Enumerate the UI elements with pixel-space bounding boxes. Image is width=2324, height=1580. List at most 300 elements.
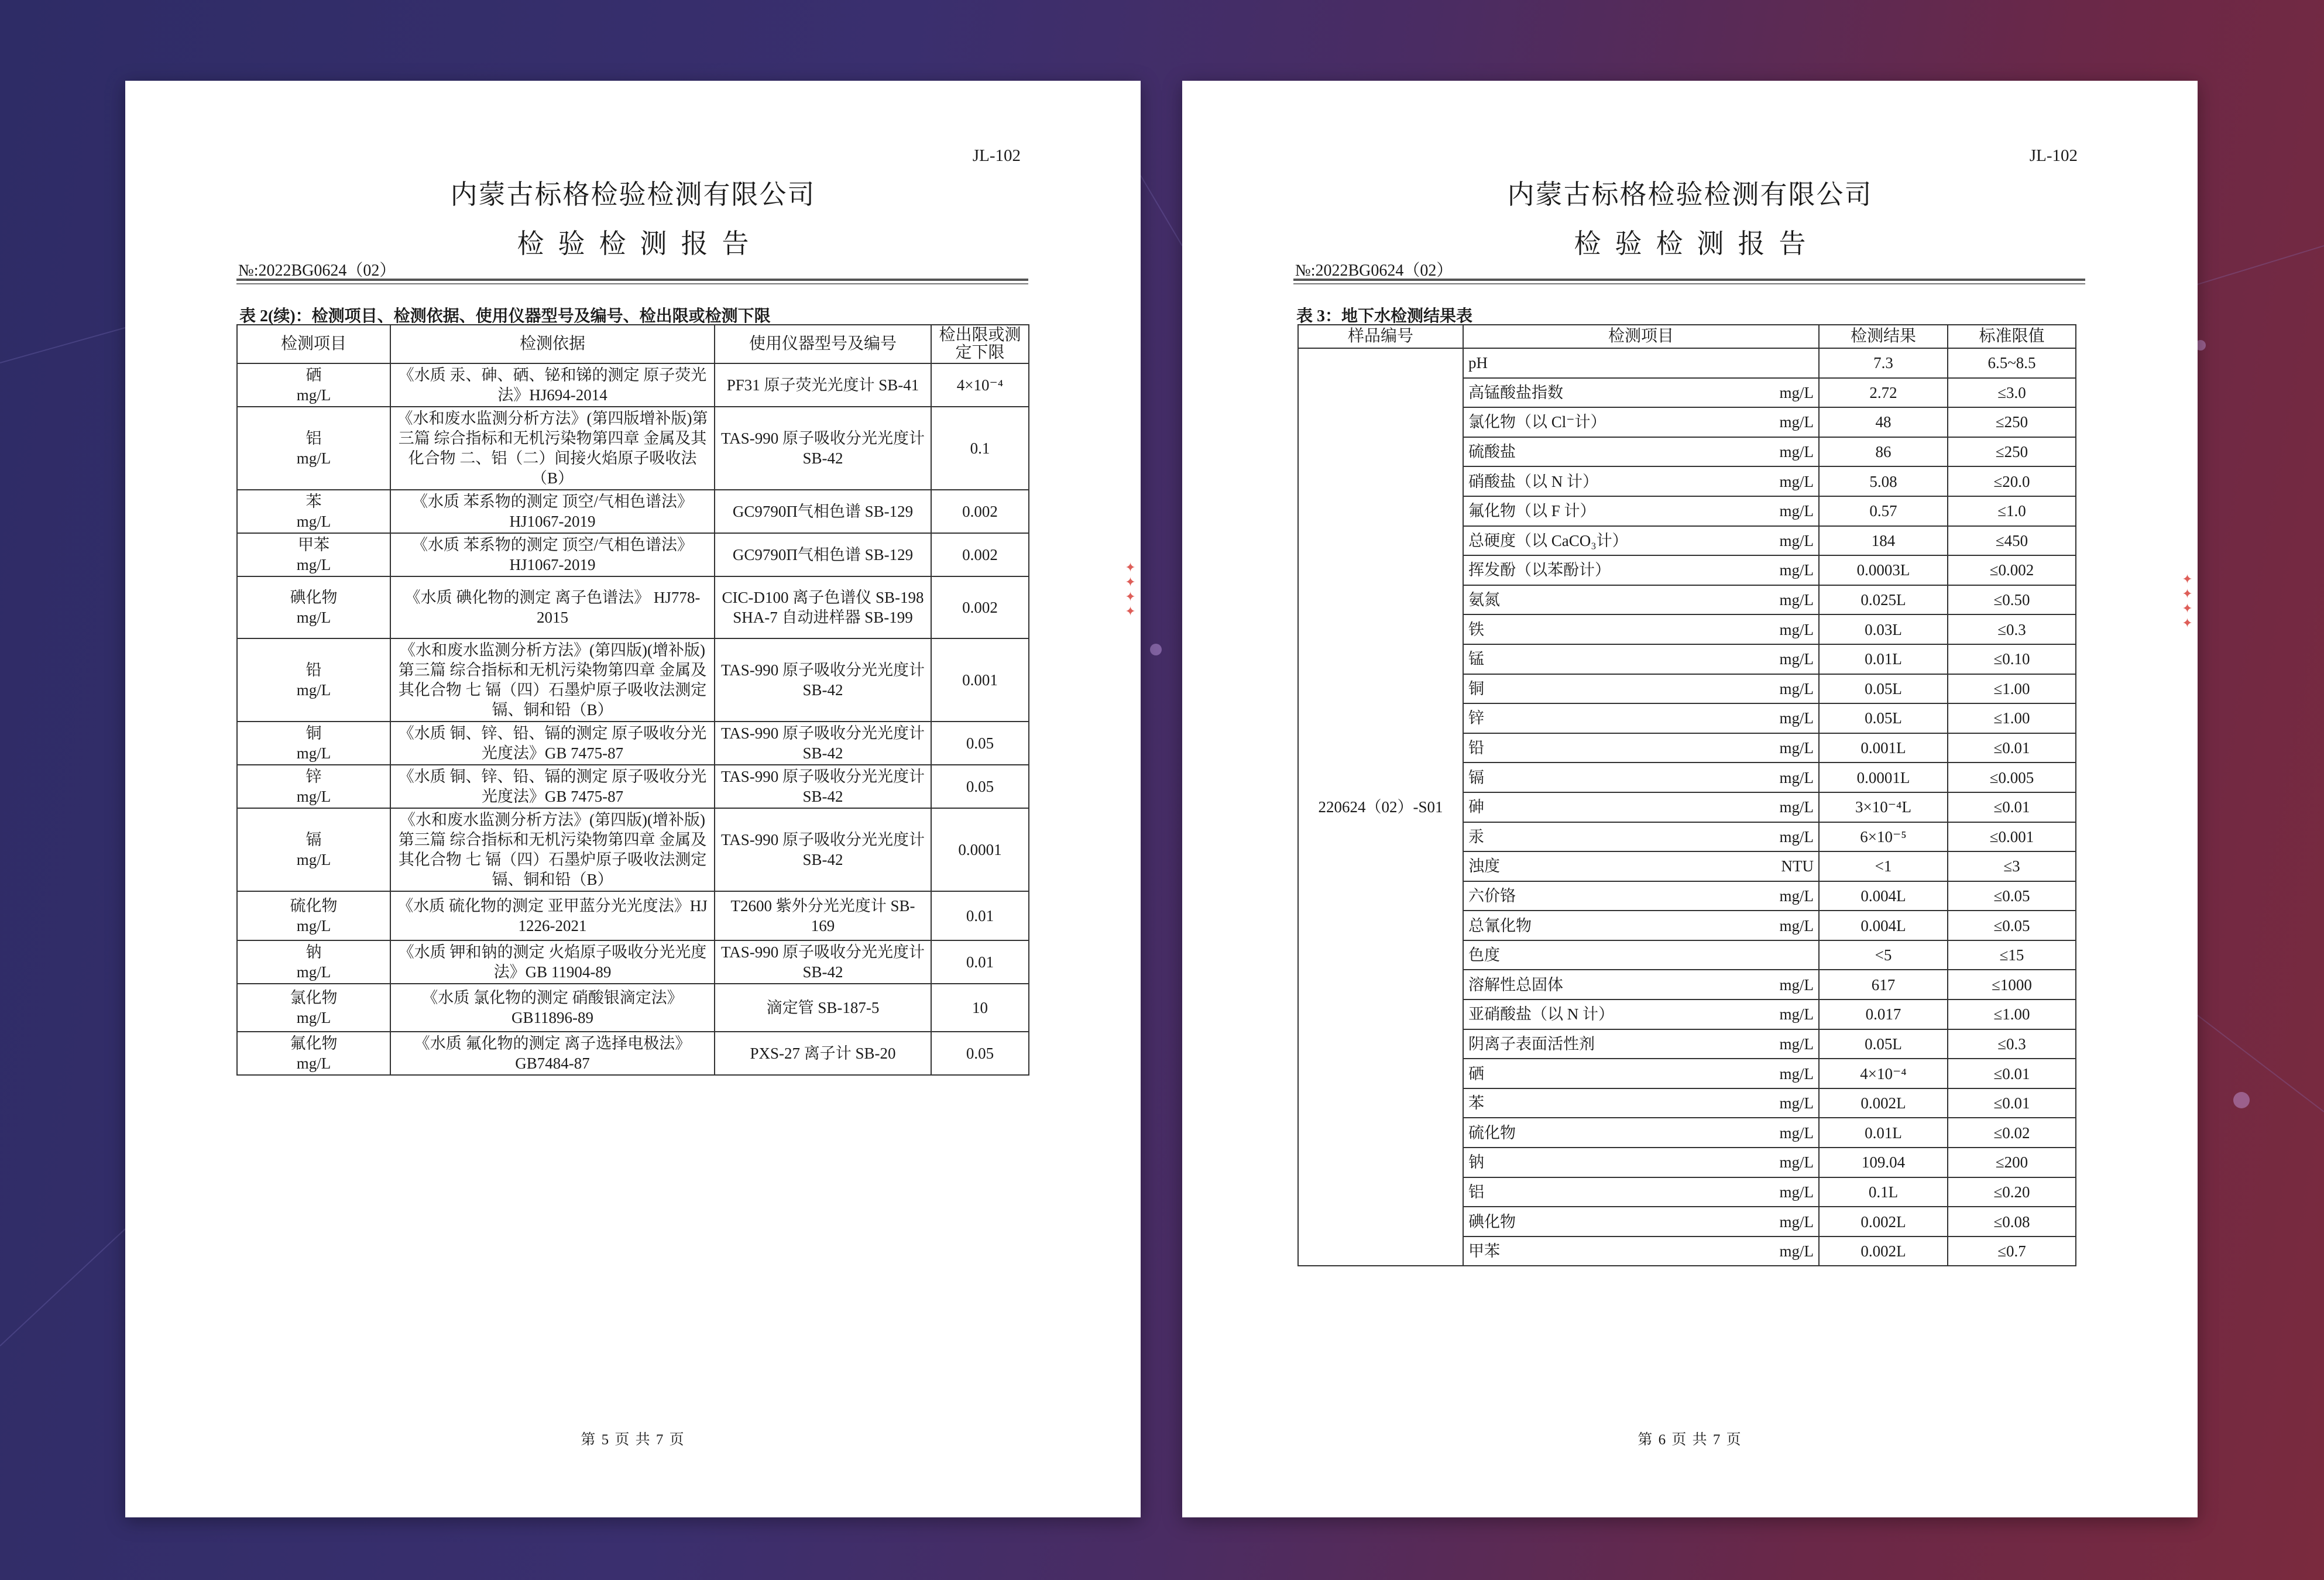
cell-item xyxy=(237,363,390,407)
methods-table xyxy=(236,324,1029,1076)
item-wrapper xyxy=(1468,797,1814,817)
cell-item xyxy=(1463,703,1819,733)
cell-standard-limit: ≤0.20 xyxy=(1948,1177,2076,1207)
item-name: 镉 xyxy=(1468,768,1484,786)
cell-method: 《水质 苯系物的测定 顶空/气相色谱法》 HJ1067-2019 xyxy=(390,533,715,576)
item-name: 锰 xyxy=(1468,650,1484,668)
cell-result: <1 xyxy=(1819,851,1948,881)
cell-item xyxy=(1463,674,1819,704)
item-name: 铝 xyxy=(305,430,322,447)
cell-standard-limit: ≤200 xyxy=(1948,1148,2076,1177)
item-wrapper xyxy=(1468,1004,1814,1024)
cell-standard-limit: ≤0.01 xyxy=(1948,792,2076,822)
item-unit: mg/L xyxy=(1779,620,1814,638)
cell-result: 6×10⁻⁵ xyxy=(1819,822,1948,852)
item-name: 碘化物 xyxy=(1468,1213,1516,1231)
cell-standard-limit: ≤3 xyxy=(1948,851,2076,881)
table-row xyxy=(237,490,1029,533)
cell-method: 《水质 苯系物的测定 顶空/气相色谱法》 HJ1067-2019 xyxy=(390,490,715,533)
cell-standard-limit: ≤0.01 xyxy=(1948,733,2076,763)
item-unit: mg/L xyxy=(1779,591,1814,609)
item-wrapper xyxy=(1468,827,1814,847)
item-name: 浊度 xyxy=(1468,857,1500,875)
cell-item xyxy=(237,984,390,1032)
table-row xyxy=(237,576,1029,638)
cell-item xyxy=(1463,851,1819,881)
cell-method: 《水质 汞、砷、硒、铋和锑的测定 原子荧光法》HJ694-2014 xyxy=(390,363,715,407)
item-wrapper xyxy=(1468,531,1814,551)
item-unit: mg/L xyxy=(1779,887,1814,905)
item-wrapper xyxy=(1468,442,1814,462)
item-name: 阴离子表面活性剂 xyxy=(1468,1035,1595,1053)
cell-item xyxy=(1463,970,1819,999)
cell-item xyxy=(237,638,390,722)
item-name: 甲苯 xyxy=(1468,1242,1500,1260)
item-unit: mg/L xyxy=(1779,1242,1814,1260)
item-name: 溶解性总固体 xyxy=(1468,976,1563,994)
item-unit: mg/L xyxy=(296,513,331,530)
item-wrapper xyxy=(1468,738,1814,758)
item-name: 铁 xyxy=(1468,620,1484,638)
item-unit: mg/L xyxy=(296,744,331,762)
item-unit: mg/L xyxy=(296,1009,331,1026)
cell-limit: 0.002 xyxy=(931,533,1029,576)
results-table xyxy=(1297,324,2076,1266)
cell-item xyxy=(1463,585,1819,615)
item-wrapper xyxy=(1468,708,1814,728)
item-name: 硫酸盐 xyxy=(1468,443,1516,461)
cell-standard-limit: ≤20.0 xyxy=(1948,466,2076,496)
item-unit: mg/L xyxy=(1779,1005,1814,1023)
cell-limit: 10 xyxy=(931,984,1029,1032)
cell-standard-limit: ≤450 xyxy=(1948,526,2076,556)
item-name: 氯化物（以 Cl⁻计） xyxy=(1468,413,1606,431)
cell-standard-limit: ≤0.002 xyxy=(1948,555,2076,585)
item-name: 氟化物 xyxy=(290,1035,338,1052)
cell-limit: 0.002 xyxy=(931,576,1029,638)
item-unit: mg/L xyxy=(1779,1153,1814,1172)
cell-instrument: TAS-990 原子吸收分光光度计 SB-42 xyxy=(715,808,931,891)
item-unit: mg/L xyxy=(296,917,331,935)
item-wrapper xyxy=(1468,1093,1814,1113)
cell-instrument: TAS-990 原子吸收分光光度计 SB-42 xyxy=(715,722,931,765)
header-rule-thin xyxy=(1293,283,2085,284)
item-wrapper xyxy=(1468,679,1814,699)
cell-standard-limit: ≤1.00 xyxy=(1948,674,2076,704)
item-unit: mg/L xyxy=(1779,739,1814,757)
table-row xyxy=(1298,348,2076,378)
item-name: 碘化物 xyxy=(290,589,338,606)
cell-limit: 0.002 xyxy=(931,490,1029,533)
cell-item xyxy=(237,533,390,576)
cell-item xyxy=(237,1032,390,1075)
cell-result: 0.57 xyxy=(1819,496,1948,526)
cell-instrument: 滴定管 SB-187-5 xyxy=(715,984,931,1032)
item-unit: mg/L xyxy=(296,963,331,981)
cell-item xyxy=(1463,1088,1819,1118)
item-name: 铝 xyxy=(1468,1183,1484,1201)
table-row xyxy=(237,984,1029,1032)
cell-standard-limit: ≤0.02 xyxy=(1948,1118,2076,1148)
item-unit: mg/L xyxy=(1779,1183,1814,1201)
cell-item xyxy=(1463,1236,1819,1266)
seam-stamp: ✦✦✦✦ xyxy=(2181,572,2195,631)
page-footer: 第 5 页 共 7 页 xyxy=(581,1432,685,1448)
cell-result: 0.05L xyxy=(1819,1029,1948,1059)
cell-standard-limit: ≤0.3 xyxy=(1948,614,2076,644)
cell-result: 0.05L xyxy=(1819,703,1948,733)
report-number: №:2022BG0624（02） xyxy=(1295,262,1453,280)
item-unit: mg/L xyxy=(1779,383,1814,401)
item-wrapper xyxy=(1468,412,1814,432)
cell-result: 5.08 xyxy=(1819,466,1948,496)
item-name: 挥发酚（以苯酚计） xyxy=(1468,561,1611,579)
cell-item xyxy=(1463,555,1819,585)
cell-item xyxy=(1463,1029,1819,1059)
form-code: JL-102 xyxy=(972,146,1021,165)
item-name: pH xyxy=(1468,354,1488,372)
item-wrapper xyxy=(1468,649,1814,669)
table-row xyxy=(237,722,1029,765)
item-name: 硝酸盐（以 N 计） xyxy=(1468,472,1598,490)
cell-instrument: GC9790Π气相色谱 SB-129 xyxy=(715,533,931,576)
cell-standard-limit: 6.5~8.5 xyxy=(1948,348,2076,378)
cell-instrument: PXS-27 离子计 SB-20 xyxy=(715,1032,931,1075)
header-rule xyxy=(236,279,1028,281)
cell-result: 0.01L xyxy=(1819,1118,1948,1148)
cell-item xyxy=(1463,526,1819,556)
cell-standard-limit: ≤0.001 xyxy=(1948,822,2076,852)
item-unit: mg/L xyxy=(1779,472,1814,490)
table-header-row xyxy=(237,325,1029,363)
cell-result: 3×10⁻⁴L xyxy=(1819,792,1948,822)
cell-standard-limit: ≤0.05 xyxy=(1948,911,2076,940)
cell-result: 0.002L xyxy=(1819,1207,1948,1236)
item-wrapper xyxy=(1468,856,1814,876)
table-row xyxy=(237,363,1029,407)
cell-standard-limit: ≤0.08 xyxy=(1948,1207,2076,1236)
item-wrapper xyxy=(1468,560,1814,580)
item-wrapper xyxy=(1468,1123,1814,1143)
table-row xyxy=(237,765,1029,808)
cell-limit: 4×10⁻⁴ xyxy=(931,363,1029,407)
header-rule-thin xyxy=(236,283,1028,284)
cell-result: 0.0001L xyxy=(1819,762,1948,792)
table-title: 表 3：地下水检测结果表 xyxy=(1296,307,1473,325)
cell-item xyxy=(1463,407,1819,437)
cell-item xyxy=(1463,348,1819,378)
item-name: 高锰酸盐指数 xyxy=(1468,383,1563,401)
cell-standard-limit: ≤0.05 xyxy=(1948,881,2076,911)
cell-method: 《水和废水监测分析方法》(第四版)(增补版)第三篇 综合指标和无机污染物第四章 金属及其化合物 七 镉（四）石墨炉原子吸收法测定镉、铜和铅（B） xyxy=(390,638,715,722)
header-result: 检测结果 xyxy=(1819,325,1948,348)
table-row xyxy=(237,638,1029,722)
item-unit: mg/L xyxy=(1779,561,1814,579)
table-row xyxy=(237,940,1029,984)
cell-method: 《水和废水监测分析方法》(第四版)(增补版)第三篇 综合指标和无机污染物第四章 金属及其化合物 七 镉（四）石墨炉原子吸收法测定镉、铜和铅（B） xyxy=(390,808,715,891)
table-row xyxy=(237,808,1029,891)
cell-limit: 0.1 xyxy=(931,407,1029,490)
cell-item xyxy=(1463,614,1819,644)
item-unit: mg/L xyxy=(1779,798,1814,816)
item-unit: mg/L xyxy=(1779,443,1814,461)
item-wrapper xyxy=(1468,1152,1814,1172)
item-unit: mg/L xyxy=(1779,709,1814,727)
cell-standard-limit: ≤0.50 xyxy=(1948,585,2076,615)
item-unit: mg/L xyxy=(1779,1213,1814,1231)
item-unit: mg/L xyxy=(296,556,331,573)
report-number: №:2022BG0624（02） xyxy=(238,262,396,280)
item-wrapper xyxy=(1468,886,1814,906)
item-unit: mg/L xyxy=(1779,502,1814,520)
cell-item xyxy=(1463,644,1819,674)
table-row xyxy=(237,407,1029,490)
cell-instrument: TAS-990 原子吸收分光光度计 SB-42 xyxy=(715,638,931,722)
item-unit: mg/L xyxy=(1779,1124,1814,1142)
item-name: 汞 xyxy=(1468,827,1484,846)
cell-result: 0.004L xyxy=(1819,911,1948,940)
header-standard-limit: 标准限值 xyxy=(1948,325,2076,348)
item-unit: mg/L xyxy=(296,386,331,404)
report-title: 检验检测报告 xyxy=(517,229,763,259)
item-unit: mg/L xyxy=(1779,413,1814,431)
cell-standard-limit: ≤15 xyxy=(1948,940,2076,970)
cell-standard-limit: ≤1.0 xyxy=(1948,496,2076,526)
cell-instrument: T2600 紫外分光光度计 SB-169 xyxy=(715,891,931,940)
cell-standard-limit: ≤0.01 xyxy=(1948,1059,2076,1088)
cell-instrument: TAS-990 原子吸收分光光度计 SB-42 xyxy=(715,940,931,984)
item-unit: mg/L xyxy=(1779,1035,1814,1053)
cell-limit: 0.05 xyxy=(931,722,1029,765)
report-title: 检验检测报告 xyxy=(1574,229,1820,259)
cell-item xyxy=(1463,733,1819,763)
form-code: JL-102 xyxy=(2029,146,2078,165)
cell-instrument: TAS-990 原子吸收分光光度计 SB-42 xyxy=(715,407,931,490)
item-name: 钠 xyxy=(305,943,322,961)
item-unit: mg/L xyxy=(296,1055,331,1072)
item-unit: mg/L xyxy=(296,681,331,699)
cell-result: 184 xyxy=(1819,526,1948,556)
item-name: 锌 xyxy=(305,768,322,785)
item-unit: mg/L xyxy=(1779,650,1814,668)
company-name: 内蒙古标格检验检测有限公司 xyxy=(450,180,816,209)
item-unit: mg/L xyxy=(1779,679,1814,698)
cell-item xyxy=(1463,792,1819,822)
item-name: 钠 xyxy=(1468,1153,1484,1172)
item-wrapper xyxy=(1468,1212,1814,1232)
item-wrapper xyxy=(1468,916,1814,936)
header-instrument: 使用仪器型号及编号 xyxy=(715,325,931,363)
cell-item xyxy=(1463,881,1819,911)
cell-method: 《水质 钾和钠的测定 火焰原子吸收分光光度法》GB 11904-89 xyxy=(390,940,715,984)
header-limit: 检出限或测定下限 xyxy=(931,325,1029,363)
cell-item xyxy=(1463,1177,1819,1207)
cell-result: <5 xyxy=(1819,940,1948,970)
cell-standard-limit: ≤3.0 xyxy=(1948,378,2076,408)
cell-standard-limit: ≤0.10 xyxy=(1948,644,2076,674)
item-name: 砷 xyxy=(1468,798,1484,816)
item-name: 总硬度（以 CaCO₃计） xyxy=(1468,531,1628,549)
cell-result: 0.025L xyxy=(1819,585,1948,615)
report-page-6 xyxy=(1182,81,2198,1517)
cell-limit: 0.0001 xyxy=(931,808,1029,891)
cell-standard-limit: ≤250 xyxy=(1948,407,2076,437)
cell-instrument: TAS-990 原子吸收分光光度计 SB-42 xyxy=(715,765,931,808)
company-name: 内蒙古标格检验检测有限公司 xyxy=(1507,180,1873,209)
header-sample-id: 样品编号 xyxy=(1298,325,1463,348)
item-unit: mg/L xyxy=(1779,768,1814,786)
cell-limit: 0.01 xyxy=(931,940,1029,984)
cell-item xyxy=(1463,1118,1819,1148)
item-name: 色度 xyxy=(1468,946,1500,964)
item-name: 硫化物 xyxy=(290,897,338,915)
table-row xyxy=(237,1032,1029,1075)
cell-limit: 0.01 xyxy=(931,891,1029,940)
item-wrapper xyxy=(1468,945,1814,965)
cell-result: 4×10⁻⁴ xyxy=(1819,1059,1948,1088)
table-header-row xyxy=(1298,325,2076,348)
item-name: 氟化物（以 F 计） xyxy=(1468,502,1596,520)
cell-item xyxy=(237,722,390,765)
item-name: 总氰化物 xyxy=(1468,916,1532,935)
cell-result: 617 xyxy=(1819,970,1948,999)
table-title: 表 2(续)：检测项目、检测依据、使用仪器型号及编号、检出限或检测下限 xyxy=(239,307,771,325)
item-name: 苯 xyxy=(1468,1094,1484,1112)
item-wrapper xyxy=(1468,768,1814,788)
cell-item xyxy=(1463,1207,1819,1236)
item-name: 硒 xyxy=(1468,1064,1484,1083)
cell-result: 109.04 xyxy=(1819,1148,1948,1177)
item-wrapper xyxy=(1468,472,1814,492)
cell-method: 《水质 碘化物的测定 离子色谱法》 HJ778-2015 xyxy=(390,576,715,638)
cell-item xyxy=(1463,999,1819,1029)
cell-method: 《水质 氯化物的测定 硝酸银滴定法》 GB11896-89 xyxy=(390,984,715,1032)
cell-item xyxy=(1463,940,1819,970)
item-unit: mg/L xyxy=(296,609,331,626)
table-row xyxy=(237,533,1029,576)
header-rule xyxy=(1293,279,2085,281)
header-method: 检测依据 xyxy=(390,325,715,363)
item-unit: NTU xyxy=(1781,857,1814,875)
cell-instrument: CIC-D100 离子色谱仪 SB-198 SHA-7 自动进样器 SB-199 xyxy=(715,576,931,638)
item-name: 硫化物 xyxy=(1468,1124,1516,1142)
cell-limit: 0.05 xyxy=(931,765,1029,808)
cell-standard-limit: ≤1000 xyxy=(1948,970,2076,999)
cell-result: 0.002L xyxy=(1819,1088,1948,1118)
item-wrapper xyxy=(1468,353,1814,373)
item-unit: mg/L xyxy=(1779,916,1814,935)
item-name: 氯化物 xyxy=(290,989,338,1007)
item-unit: mg/L xyxy=(296,788,331,805)
cell-item xyxy=(1463,1059,1819,1088)
cell-item xyxy=(1463,378,1819,408)
item-name: 甲苯 xyxy=(298,536,329,554)
item-name: 铅 xyxy=(305,661,322,679)
cell-standard-limit: ≤0.7 xyxy=(1948,1236,2076,1266)
cell-item xyxy=(237,891,390,940)
item-wrapper xyxy=(1468,975,1814,995)
cell-item xyxy=(237,576,390,638)
cell-limit: 0.001 xyxy=(931,638,1029,722)
table-row xyxy=(237,891,1029,940)
cell-result: 7.3 xyxy=(1819,348,1948,378)
report-page-5 xyxy=(125,81,1141,1517)
cell-result: 0.002L xyxy=(1819,1236,1948,1266)
item-wrapper xyxy=(1468,1034,1814,1054)
cell-standard-limit: ≤0.01 xyxy=(1948,1088,2076,1118)
cell-sample-id: 220624（02）-S01 xyxy=(1298,348,1463,1266)
cell-result: 48 xyxy=(1819,407,1948,437)
item-unit: mg/L xyxy=(296,851,331,868)
item-unit: mg/L xyxy=(1779,1064,1814,1083)
item-name: 苯 xyxy=(305,493,322,510)
cell-method: 《水质 氟化物的测定 离子选择电极法》GB7484-87 xyxy=(390,1032,715,1075)
item-wrapper xyxy=(1468,1241,1814,1261)
cell-standard-limit: ≤1.00 xyxy=(1948,703,2076,733)
item-wrapper xyxy=(1468,620,1814,640)
cell-item xyxy=(237,940,390,984)
cell-result: 2.72 xyxy=(1819,378,1948,408)
header-item: 检测项目 xyxy=(237,325,390,363)
item-name: 六价铬 xyxy=(1468,887,1516,905)
seam-stamp: ✦✦✦✦ xyxy=(1124,561,1138,619)
cell-item xyxy=(237,490,390,533)
item-wrapper xyxy=(1468,501,1814,521)
cell-result: 0.03L xyxy=(1819,614,1948,644)
cell-standard-limit: ≤250 xyxy=(1948,437,2076,467)
item-wrapper xyxy=(1468,1182,1814,1202)
cell-item xyxy=(1463,762,1819,792)
cell-method: 《水质 铜、锌、铅、镉的测定 原子吸收分光光度法》GB 7475-87 xyxy=(390,722,715,765)
page-footer: 第 6 页 共 7 页 xyxy=(1638,1432,1742,1448)
cell-result: 86 xyxy=(1819,437,1948,467)
item-unit: mg/L xyxy=(1779,976,1814,994)
item-name: 镉 xyxy=(305,831,322,849)
cell-result: 0.1L xyxy=(1819,1177,1948,1207)
cell-result: 0.001L xyxy=(1819,733,1948,763)
cell-item xyxy=(237,407,390,490)
item-unit: mg/L xyxy=(1779,827,1814,846)
cell-item xyxy=(237,808,390,891)
cell-item xyxy=(1463,822,1819,852)
cell-instrument: GC9790Π气相色谱 SB-129 xyxy=(715,490,931,533)
item-unit: mg/L xyxy=(1779,1094,1814,1112)
cell-item xyxy=(1463,1148,1819,1177)
item-wrapper xyxy=(1468,1064,1814,1084)
cell-result: 0.004L xyxy=(1819,881,1948,911)
cell-method: 《水质 铜、锌、铅、镉的测定 原子吸收分光光度法》GB 7475-87 xyxy=(390,765,715,808)
cell-standard-limit: ≤1.00 xyxy=(1948,999,2076,1029)
cell-item xyxy=(1463,911,1819,940)
item-name: 铜 xyxy=(1468,679,1484,698)
cell-item xyxy=(1463,437,1819,467)
cell-limit: 0.05 xyxy=(931,1032,1029,1075)
item-wrapper xyxy=(1468,383,1814,403)
item-name: 氨氮 xyxy=(1468,591,1500,609)
cell-item xyxy=(1463,466,1819,496)
item-name: 锌 xyxy=(1468,709,1484,727)
cell-item xyxy=(237,765,390,808)
cell-method: 《水和废水监测分析方法》(第四版增补版)第三篇 综合指标和无机污染物第四章 金属及其化合物 二、铝（二）间接火焰原子吸收法（B） xyxy=(390,407,715,490)
cell-result: 0.017 xyxy=(1819,999,1948,1029)
header-item: 检测项目 xyxy=(1463,325,1819,348)
cell-result: 0.05L xyxy=(1819,674,1948,704)
cell-result: 0.01L xyxy=(1819,644,1948,674)
cell-item xyxy=(1463,496,1819,526)
item-name: 亚硝酸盐（以 N 计） xyxy=(1468,1005,1614,1023)
cell-instrument: PF31 原子荧光光度计 SB-41 xyxy=(715,363,931,407)
item-unit: mg/L xyxy=(1779,531,1814,549)
